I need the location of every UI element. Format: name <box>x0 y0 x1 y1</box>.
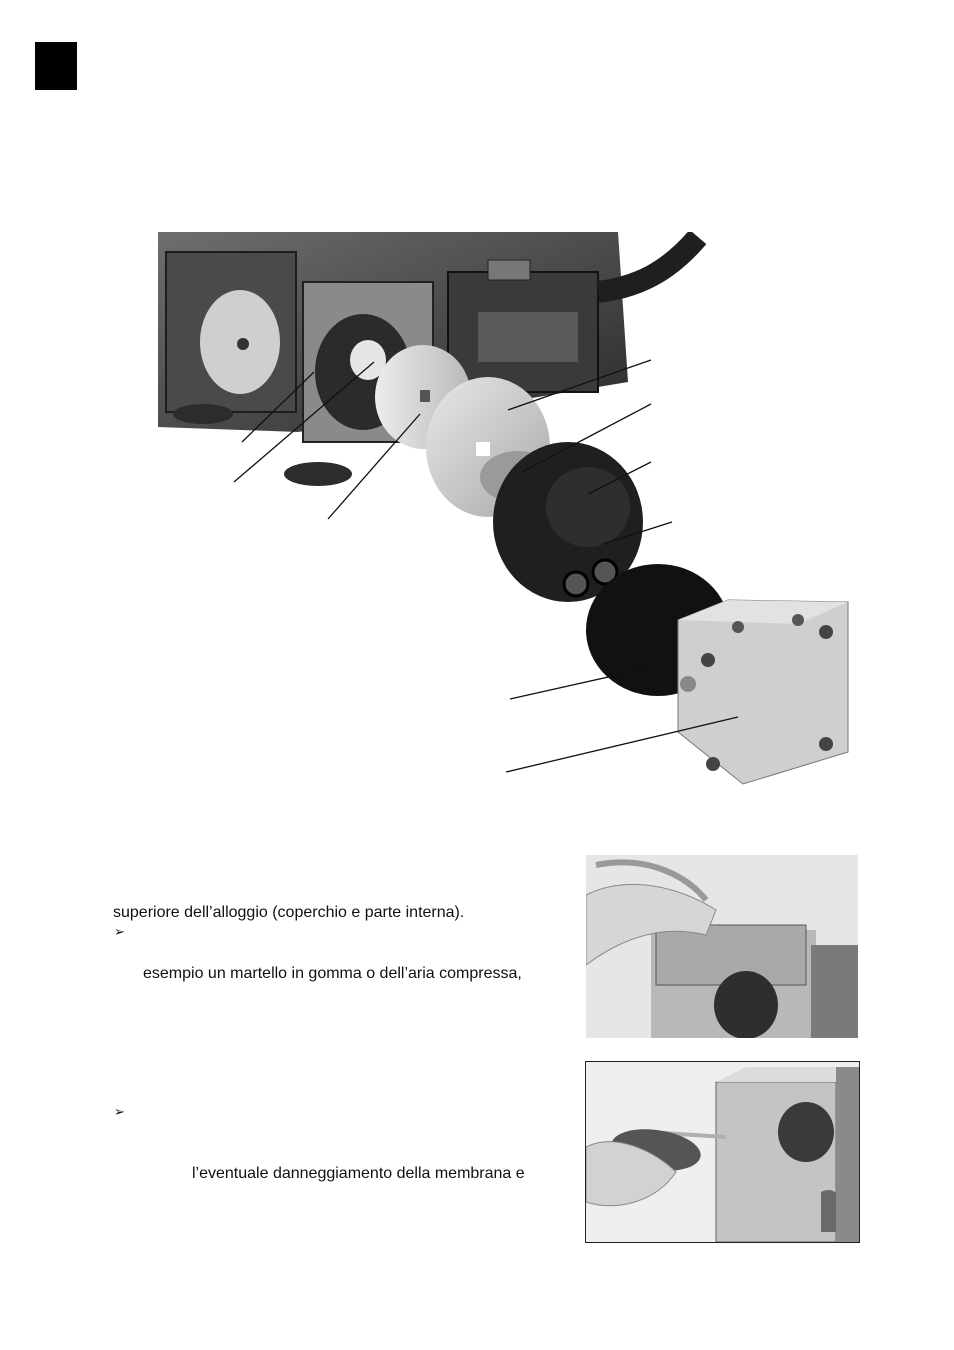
exploded-pump-photo <box>158 232 858 822</box>
instruction-line-2: esempio un martello in gomma o dell’aria compressa, <box>143 965 522 982</box>
cover-removal-photo <box>586 855 858 1038</box>
membrane-push-photo <box>585 1061 860 1243</box>
instruction-line-1: superiore dell’alloggio (coperchio e parte interna). <box>113 904 465 921</box>
aluminium-block <box>678 600 848 784</box>
bullet-arrow-1: ➢ <box>114 924 125 939</box>
bullet-arrow-2: ➢ <box>114 1104 125 1119</box>
instruction-line-3: l’eventuale danneggiamento della membrana e <box>192 1165 525 1182</box>
section-marker-block <box>35 42 77 90</box>
